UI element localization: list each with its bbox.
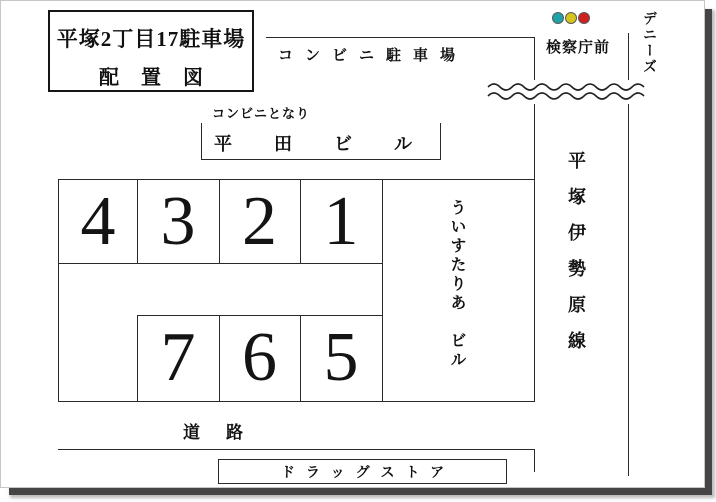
river-crossing-waves <box>486 79 656 105</box>
conbini-parking-top-line <box>266 37 534 38</box>
parking-space-3: 3 <box>160 182 196 260</box>
aisle-top-line <box>58 263 383 264</box>
parking-space-2: 2 <box>242 182 277 260</box>
title-box <box>48 10 254 92</box>
parking-space-5: 5 <box>323 319 359 396</box>
conbini-tonari-label: コンビニとなり <box>212 106 311 121</box>
dennys-label: デニーズ <box>641 11 656 75</box>
diagram-subtitle: 配置図 <box>99 67 225 89</box>
road-left-edge-lower-stub <box>534 449 535 472</box>
diagram-title: 平塚2丁目17駐車場 <box>56 27 246 51</box>
parking-space-7: 7 <box>160 319 196 396</box>
road-label: 道路 <box>183 423 269 442</box>
traffic-light-icon <box>552 12 590 24</box>
road-south-line <box>58 449 535 450</box>
conbini-parking-label: コンビニ駐車場 <box>278 48 468 64</box>
prosecutors-office-label: 検察庁前 <box>546 40 611 56</box>
wisteria-building-left-wall <box>382 179 383 402</box>
parking-space-4: 4 <box>80 182 116 260</box>
drug-store-label: ドラッグストア <box>280 465 456 481</box>
drug-store-box <box>218 459 507 484</box>
parking-space-6: 6 <box>242 319 277 396</box>
hirata-building-label: 平田ビル <box>214 134 454 154</box>
road-left-edge-upper <box>534 37 535 179</box>
wisteria-building-label: ういすたりあ ビル <box>448 199 465 370</box>
parking-space-1: 1 <box>323 182 359 260</box>
isehara-line-label: 平塚伊勢原線 <box>566 151 586 367</box>
